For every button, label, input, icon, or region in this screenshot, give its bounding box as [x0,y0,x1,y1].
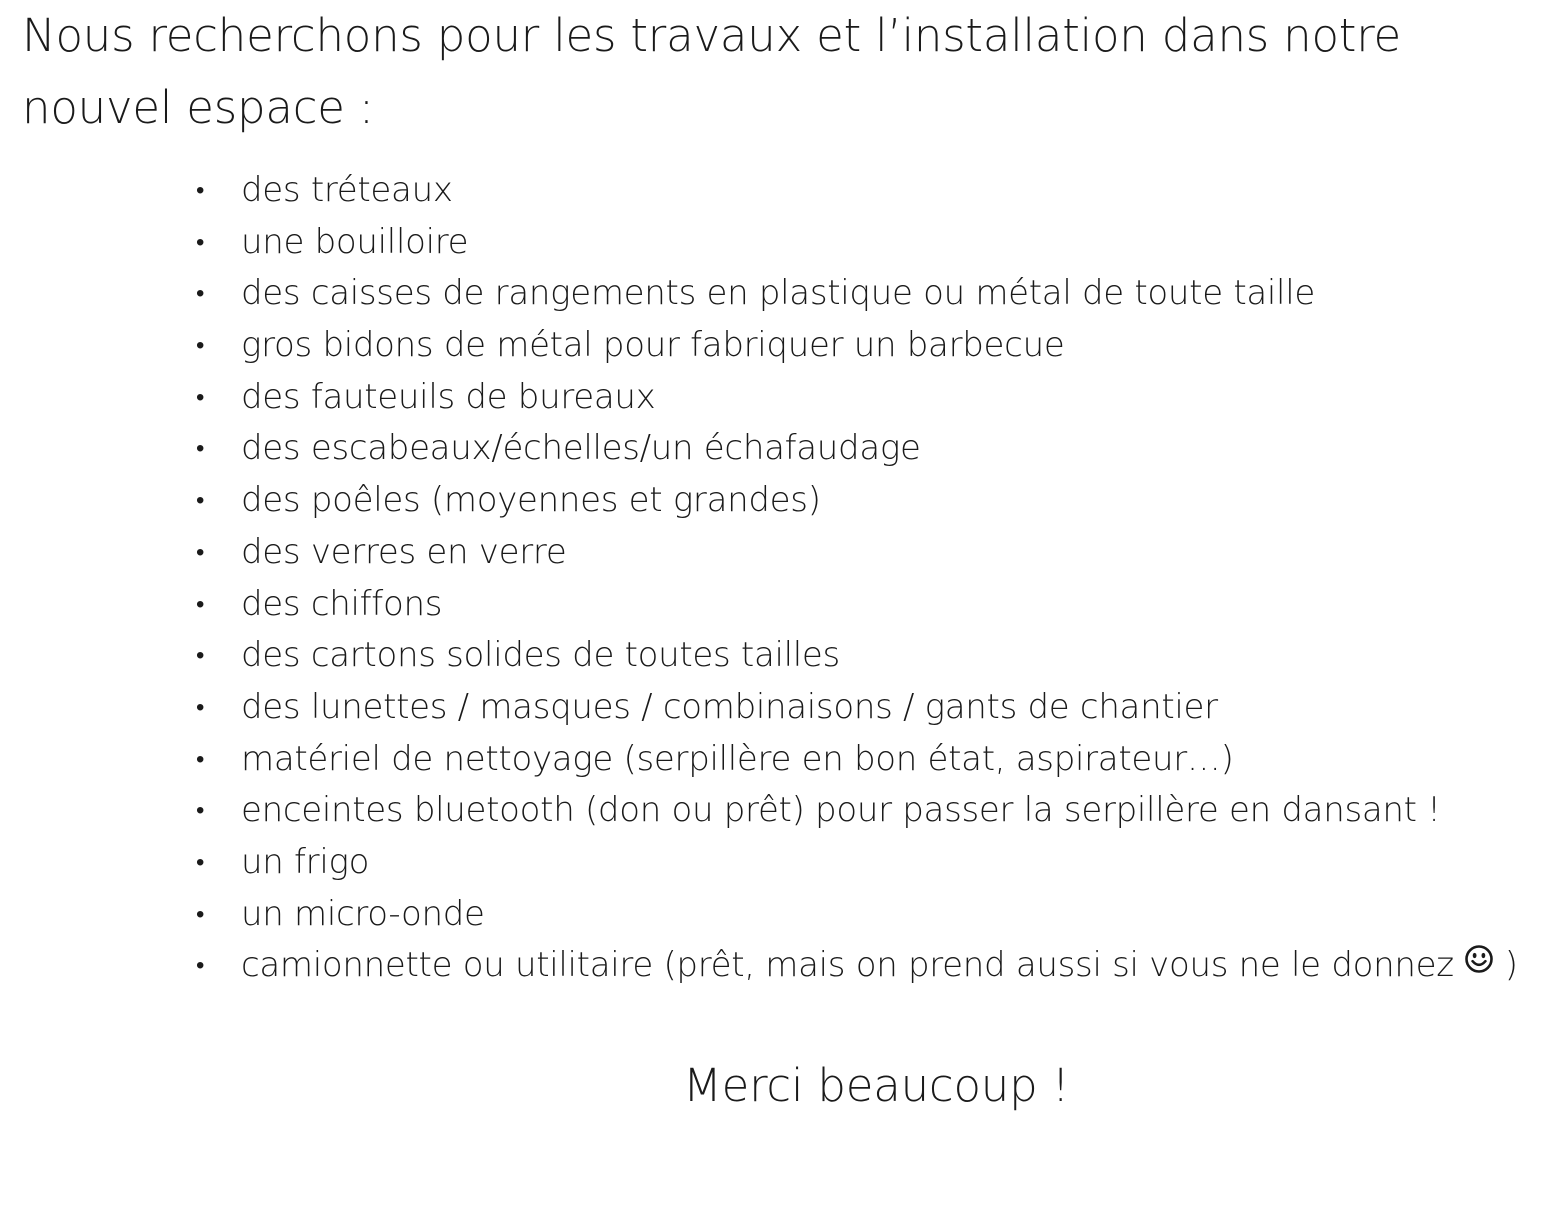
bullet-icon: • [195,951,205,980]
bullet-icon: • [195,434,205,463]
bullet-icon: • [195,692,205,721]
list-item-text: des cartons solides de toutes tailles [241,635,840,676]
bullet-icon: • [195,227,205,256]
list-item-text-after: ) [1504,945,1518,986]
list-item-text: gros bidons de métal pour fabriquer un barbecue [241,325,1065,366]
list-item-text: des lunettes / masques / combinaisons / gants de chantier [241,686,1218,727]
list-item-text: enceintes bluetooth (don ou prêt) pour passer la serpillère en dansant ! [241,790,1441,831]
intro-paragraph: Nous recherchons pour les travaux et l’installation dans notre nouvel espace : [22,9,1402,134]
bullet-icon: • [195,641,205,670]
bullet-icon: • [195,589,205,618]
list-item-text: des escabeaux/échelles/un échafaudage [241,428,921,469]
list-item-text: des poêles (moyennes et grandes) [241,480,821,521]
list-item-text: des caisses de rangements en plastique ou métal de toute taille [241,273,1315,314]
list-item-text: des chiffons [241,583,443,624]
list-item-text [241,940,1518,992]
thanks-message: Merci beaucoup ! [683,1059,1070,1112]
bullet-icon: • [195,847,205,876]
list-item-text-before: camionnette ou utilitaire (prêt, mais on prend aussi si vous ne le donnez [241,945,1454,986]
list-item-text: matériel de nettoyage (serpillère en bon état, aspirateur…) [241,738,1234,779]
bullet-icon: • [195,486,205,515]
bullet-icon: • [195,279,205,308]
bullet-icon: • [195,382,205,411]
list-item-text: un micro-onde [241,893,485,934]
list-item-text: des verres en verre [241,531,567,572]
list-item-text: des fauteuils de bureaux [241,376,656,417]
bullet-icon: • [195,537,205,566]
smiley-face-icon [1464,938,1494,990]
bullet-icon: • [195,744,205,773]
bullet-icon: • [195,899,205,928]
list-item-text: des tréteaux [241,170,453,210]
bullet-icon: • [195,176,205,204]
bullet-icon: • [195,796,205,825]
list-item-text: un frigo [241,841,370,882]
bullet-icon: • [195,331,205,360]
list-item-text: une bouilloire [241,221,469,262]
